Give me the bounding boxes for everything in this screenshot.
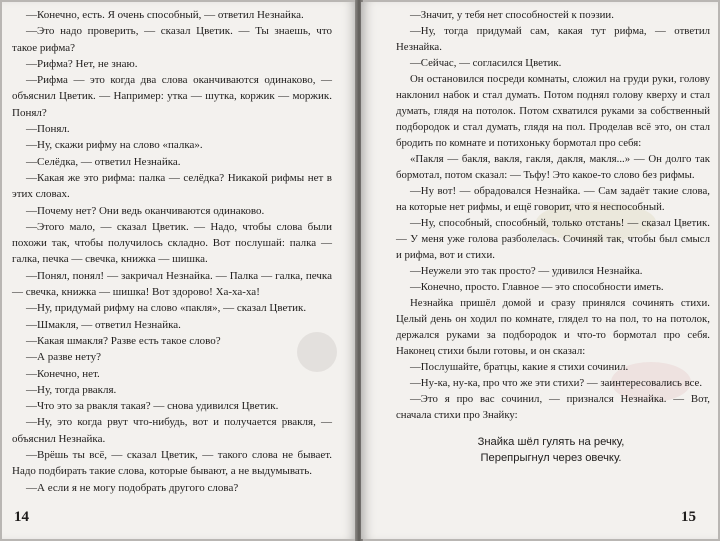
page-number: 15 xyxy=(681,509,696,525)
paragraph: Незнайка пришёл домой и сразу принялся сочинять стихи. Целый день он ходил по комнате, глядел то на пол, то на потолок, держался руками за подбородок и что-то бормотал про себя. Наконец стихи были готовы, и он сказал: xyxy=(396,297,710,357)
paragraph: —Шмакля, — ответил Незнайка. xyxy=(26,318,181,331)
paragraph: —Ну вот! — обрадовался Незнайка. — Сам задаёт такие слова, на которые нет рифмы, и ещё говорит, что я неспособный. xyxy=(396,185,710,213)
paragraph: —Какая же это рифма: палка — селёдка? Никакой рифмы нет в этих словах. xyxy=(12,171,332,201)
paragraph: —Послушайте, братцы, какие я стихи сочинил. xyxy=(410,361,629,373)
paragraph: —Ну, скажи рифму на слово «палка». xyxy=(26,139,203,152)
paragraph: —Понял, понял! — закричал Незнайка. — Палка — галка, печка — свечка, книжка — шишка! Вот здорово! Ха-ха-ха! xyxy=(12,269,332,299)
paragraph: —Ну-ка, ну-ка, про что же эти стихи? — заинтересовались все. xyxy=(410,377,703,389)
paragraph: —Какая шмакля? Разве есть такое слово? xyxy=(26,334,221,347)
poem-line: Знайка шёл гулять на речку, xyxy=(477,436,625,448)
paragraph: —Это я про вас сочинил, — признался Незнайка. — Вот, сначала стихи про Знайку: xyxy=(396,393,710,421)
paragraph: —Конечно, просто. Главное — это способности иметь. xyxy=(410,281,664,293)
paragraph: —Рифма — это когда два слова оканчиваются одинаково, — объяснил Цветик. — Например: утка — шутка, коржик — моржик. Понял? xyxy=(12,74,332,119)
paragraph: —Понял. xyxy=(26,123,70,136)
paragraph: —Значит, у тебя нет способностей к поэзии. xyxy=(410,9,614,21)
paragraph: —Ну, это когда рвут что-нибудь, вот и получается рвакля, — объяснил Незнайка. xyxy=(12,416,332,445)
right-page-text xyxy=(396,7,710,423)
poem-line: Перепрыгнул через овечку. xyxy=(480,452,622,464)
paragraph: —Ну, тогда рвакля. xyxy=(26,383,117,396)
paragraph: Он остановился посреди комнаты, сложил на груди руки, голову наклонил набок и стал думать. Потом поднял голову кверху и стал думать, глядя на потолок. Потом схватился руками за собственный подбородок и стал думать, глядя на пол. Проделав всё это, он стал бродить по комнате и потихоньку бормотал про себя: xyxy=(396,73,710,149)
paragraph: —Ну, тогда придумай сам, какая тут рифма, — ответил Незнайка. xyxy=(396,25,710,53)
paragraph: —Селёдка, — ответил Незнайка. xyxy=(26,155,181,168)
right-page xyxy=(361,2,718,539)
paragraph: —Ну, придумай рифму на слово «пакля», — сказал Цветик. xyxy=(26,302,307,315)
paragraph: —Сейчас, — согласился Цветик. xyxy=(410,57,562,69)
left-page-text xyxy=(12,7,332,496)
paragraph: —Ну, способный, способный, только отстань! — сказал Цветик. — У меня уже голова разболелась. Сочиняй так, чтобы был смысл и рифма, вот и стихи. xyxy=(396,217,710,261)
paragraph: —Врёшь ты всё, — сказал Цветик, — такого слова не бывает. Надо подбирать такие слова, которые бывают, а не выдумывать. xyxy=(12,449,332,478)
paragraph: —Неужели это так просто? — удивился Незнайка. xyxy=(410,265,643,277)
paragraph: —Что это за рвакля такая? — снова удивился Цветик. xyxy=(26,400,279,413)
paragraph: —Этого мало, — сказал Цветик. — Надо, чтобы слова были похожи так, чтобы получилось складно. Вот послушай: палка — галка, печка — свечка, книжка — шишка. xyxy=(12,220,332,266)
paragraph: —Это надо проверить, — сказал Цветик. — Ты знаешь, что такое рифма? xyxy=(12,25,332,54)
paragraph: —А разве нету? xyxy=(26,351,101,364)
poem xyxy=(436,434,666,466)
paragraph: —Конечно, есть. Я очень способный, — ответил Незнайка. xyxy=(26,9,304,21)
left-page xyxy=(2,2,357,539)
paragraph: «Пакля — бакля, вакля, гакля, дакля, макля...» — Он долго так бормотал, потом сказал: — Тьфу! Это какое-то слово без рифмы. xyxy=(396,153,710,181)
paragraph: —Рифма? Нет, не знаю. xyxy=(26,57,138,70)
paragraph: —А если я не могу подобрать другого слова? xyxy=(26,481,239,494)
paragraph: —Почему нет? Они ведь оканчиваются одинаково. xyxy=(26,204,265,217)
paragraph: —Конечно, нет. xyxy=(26,367,100,380)
page-number: 14 xyxy=(14,509,29,525)
